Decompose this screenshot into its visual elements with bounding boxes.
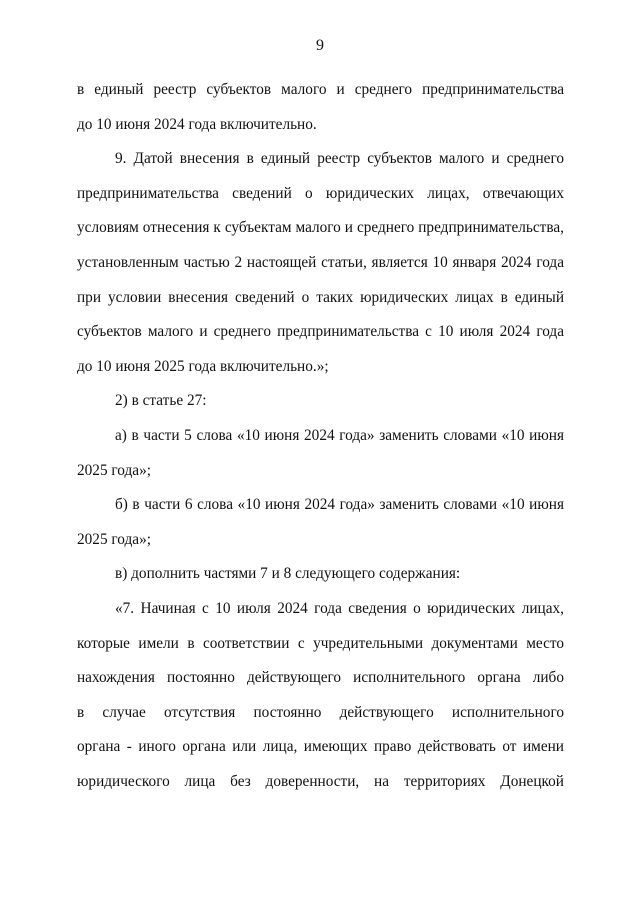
text-line: предпринимательства сведений о юридических лицах, отвечающих (77, 184, 564, 202)
text-line: при условии внесения сведений о таких юридических лицах в единый (77, 288, 564, 306)
text-line: условиям отнесения к субъектам малого и среднего предпринимательства, (77, 219, 564, 237)
text-line: юридического лица без доверенности, на территориях Донецкой (77, 772, 564, 790)
text-line: б) в части 6 слова «10 июня 2024 года» заменить словами «10 июня (115, 496, 564, 514)
text-line: установленным частью 2 настоящей статьи, является 10 января 2024 года (77, 253, 564, 271)
text-line: до 10 июня 2025 года включительно.»; (77, 357, 329, 375)
text-line: 2) в статье 27: (115, 392, 207, 410)
text-line: 2025 года»; (77, 530, 151, 548)
page-number: 9 (316, 37, 324, 54)
document-body (77, 73, 564, 799)
text-line: нахождения постоянно действующего исполнительного органа либо (77, 669, 564, 687)
text-line: до 10 июня 2024 года включительно. (77, 115, 317, 133)
text-line: субъектов малого и среднего предпринимательства с 10 июля 2024 года (77, 323, 564, 341)
text-line: органа - иного органа или лица, имеющих право действовать от имени (77, 738, 564, 756)
text-line: а) в части 5 слова «10 июня 2024 года» заменить словами «10 июня (115, 426, 564, 444)
text-line: в единый реестр субъектов малого и среднего предпринимательства (77, 81, 564, 98)
text-line: «7. Начиная с 10 июля 2024 года сведения о юридических лицах, (115, 599, 564, 617)
text-line: 2025 года»; (77, 461, 151, 479)
text-line: в) дополнить частями 7 и 8 следующего содержания: (115, 565, 461, 583)
text-line: в случае отсутствия постоянно действующего исполнительного (77, 703, 564, 721)
text-line: 9. Датой внесения в единый реестр субъектов малого и среднего (115, 150, 564, 168)
text-line: которые имели в соответствии с учредительными документами место (77, 634, 564, 652)
